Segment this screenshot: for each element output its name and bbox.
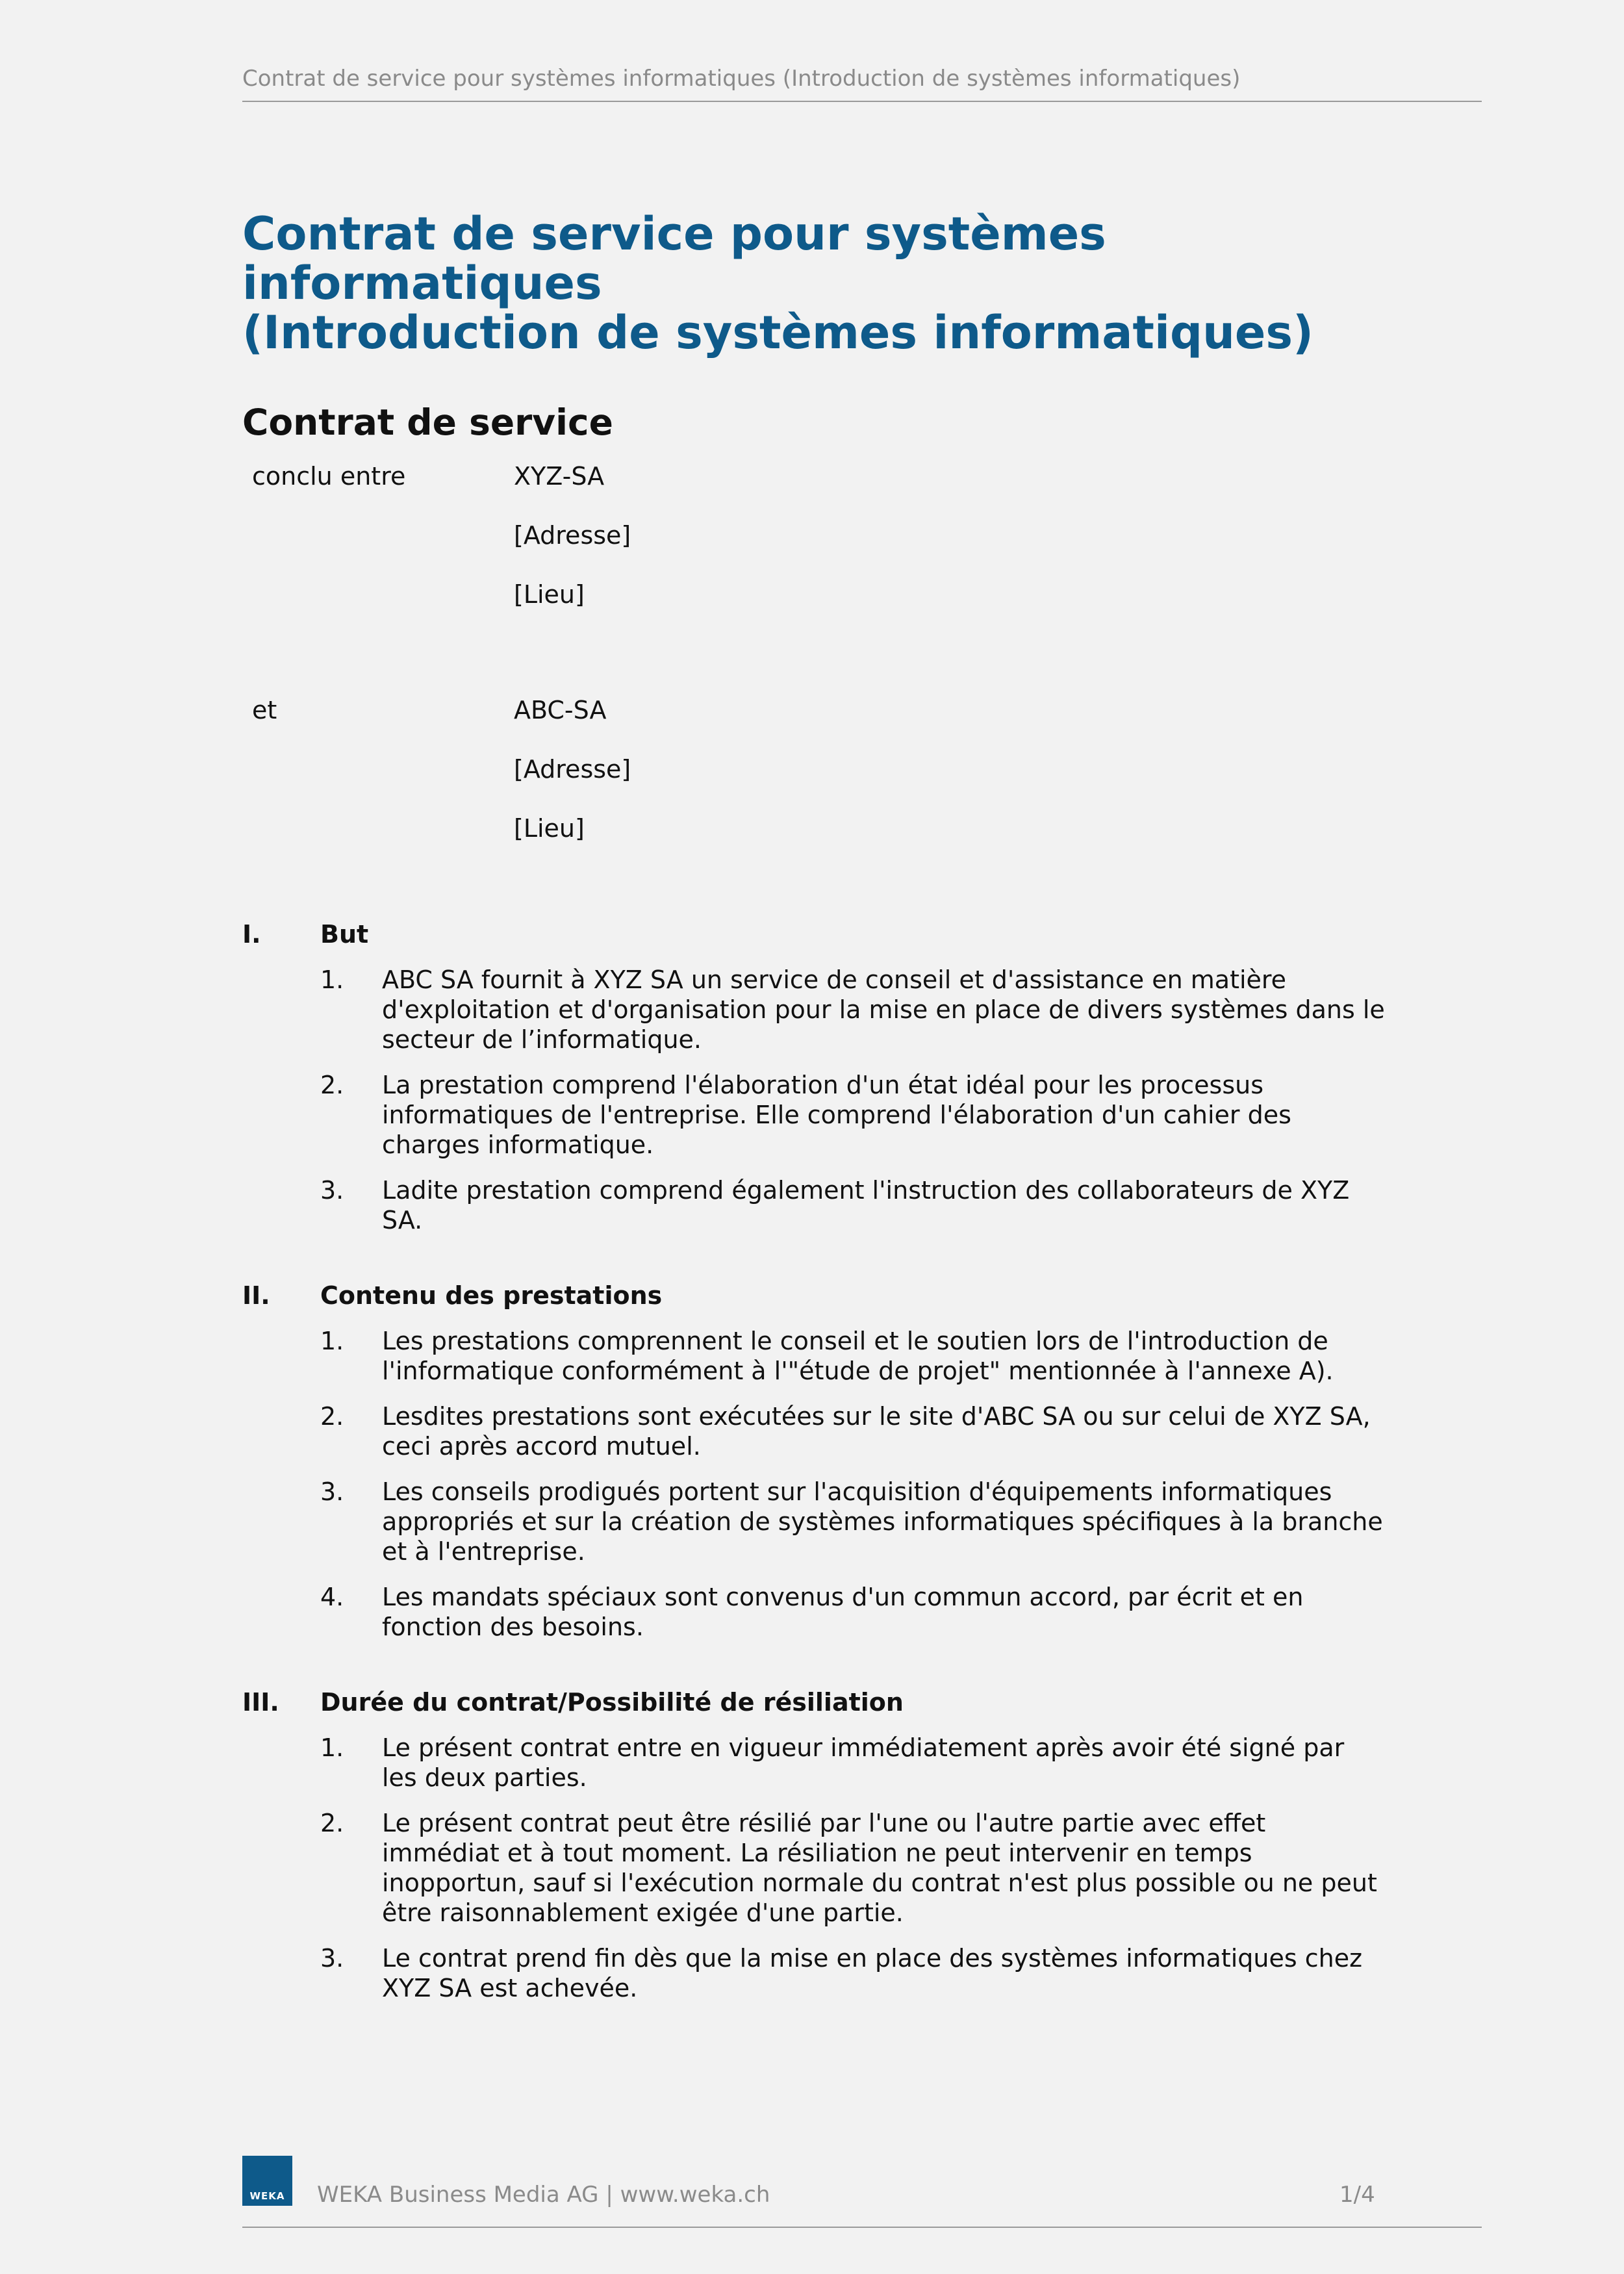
section-title-text: Durée du contrat/Possibilité de résiliation [320, 1688, 904, 1717]
list-item [320, 1733, 1386, 1793]
party-place: [Lieu] [514, 580, 585, 609]
list-item [320, 1582, 1386, 1642]
party-name: ABC-SA [514, 696, 607, 724]
parties-block [252, 458, 1032, 926]
section-title-text: But [320, 920, 369, 949]
item-text: Le contrat prend fin dès que la mise en place des systèmes informatiques chez XYZ SA est achevée. [382, 1944, 1363, 2002]
list-item [320, 1401, 1386, 1461]
item-text: Les mandats spéciaux sont convenus d'un commun accord, par écrit et en fonction des besoins. [382, 1583, 1304, 1641]
section-title [242, 1281, 1386, 1310]
party-details [514, 692, 631, 869]
party-label: et [252, 696, 277, 724]
page-number: 1/4 [1339, 2182, 1375, 2208]
item-text: Lesdites prestations sont exécutées sur le site d'ABC SA ou sur celui de XYZ SA, ceci après accord mutuel. [382, 1402, 1371, 1461]
party-details [514, 458, 631, 635]
footer-publisher: WEKA Business Media AG | www.weka.ch [317, 2182, 770, 2208]
party-row [252, 692, 1032, 926]
section-number: III. [242, 1688, 279, 1717]
section-duree-du-contrat [242, 1687, 1386, 2003]
section-number: I. [242, 920, 261, 949]
item-text: La prestation comprend l'élaboration d'un état idéal pour les processus informatiques de l'entreprise. Elle comprend l'élaboration d'un cahier des charges informatique. [382, 1071, 1291, 1159]
item-number: 3. [320, 1944, 344, 1973]
header-divider [242, 101, 1482, 102]
section-number: II. [242, 1281, 270, 1310]
running-header: Contrat de service pour systèmes informatiques (Introduction de systèmes informatiques) [242, 66, 1241, 92]
party-place: [Lieu] [514, 814, 585, 843]
title-line-2: informatiques [242, 257, 602, 310]
contract-subtitle: Contrat de service [242, 402, 613, 443]
title-line-3: (Introduction de systèmes informatiques) [242, 306, 1314, 359]
item-number: 2. [320, 1402, 344, 1431]
item-number: 4. [320, 1583, 344, 1611]
item-number: 1. [320, 965, 344, 994]
section-title [242, 919, 1386, 949]
section-title [242, 1687, 1386, 1717]
document-title [242, 209, 1477, 357]
item-number: 3. [320, 1477, 344, 1506]
contract-sections [242, 919, 1386, 2049]
section-contenu-des-prestations [242, 1281, 1386, 1642]
party-label: conclu entre [252, 462, 406, 491]
footer-divider [242, 2227, 1482, 2228]
weka-logo-text: WEKA [249, 2190, 285, 2202]
item-text: ABC SA fournit à XYZ SA un service de conseil et d'assistance en matière d'exploitation et d'organisation pour la mise en place de divers systèmes dans le secteur de l’informatique. [382, 965, 1385, 1054]
item-number: 1. [320, 1733, 344, 1762]
title-line-1: Contrat de service pour systèmes [242, 207, 1106, 261]
item-text: Les conseils prodigués portent sur l'acquisition d'équipements informatiques appropriés et sur la création de systèmes informatiques spécifiques à la branche et à l'entreprise. [382, 1477, 1383, 1566]
list-item [320, 1070, 1386, 1160]
list-item [320, 1808, 1386, 1928]
item-text: Le présent contrat peut être résilié par l'une ou l'autre partie avec effet immédiat et à tout moment. La résiliation ne peut intervenir en temps inopportun, sauf si l'exécution normale du contrat n'est plus possible ou ne peut être raisonnablement exigée d'une partie. [382, 1809, 1377, 1927]
item-number: 1. [320, 1327, 344, 1355]
weka-logo [242, 2156, 292, 2206]
list-item [320, 1477, 1386, 1566]
item-text: Le présent contrat entre en vigueur immédiatement après avoir été signé par les deux parties. [382, 1733, 1345, 1792]
item-number: 2. [320, 1071, 344, 1099]
party-address: [Adresse] [514, 755, 631, 784]
item-number: 2. [320, 1809, 344, 1837]
section-but [242, 919, 1386, 1235]
list-item [320, 1175, 1386, 1235]
item-number: 3. [320, 1176, 344, 1205]
item-text: Ladite prestation comprend également l'instruction des collaborateurs de XYZ SA. [382, 1176, 1350, 1234]
party-row [252, 458, 1032, 692]
party-address: [Adresse] [514, 521, 631, 550]
party-name: XYZ-SA [514, 462, 605, 491]
list-item [320, 1943, 1386, 2003]
list-item [320, 1326, 1386, 1386]
section-title-text: Contenu des prestations [320, 1281, 663, 1310]
item-text: Les prestations comprennent le conseil et le soutien lors de l'introduction de l'informatique conformément à l'"étude de projet" mentionnée à l'annexe A). [382, 1327, 1334, 1385]
list-item [320, 965, 1386, 1054]
